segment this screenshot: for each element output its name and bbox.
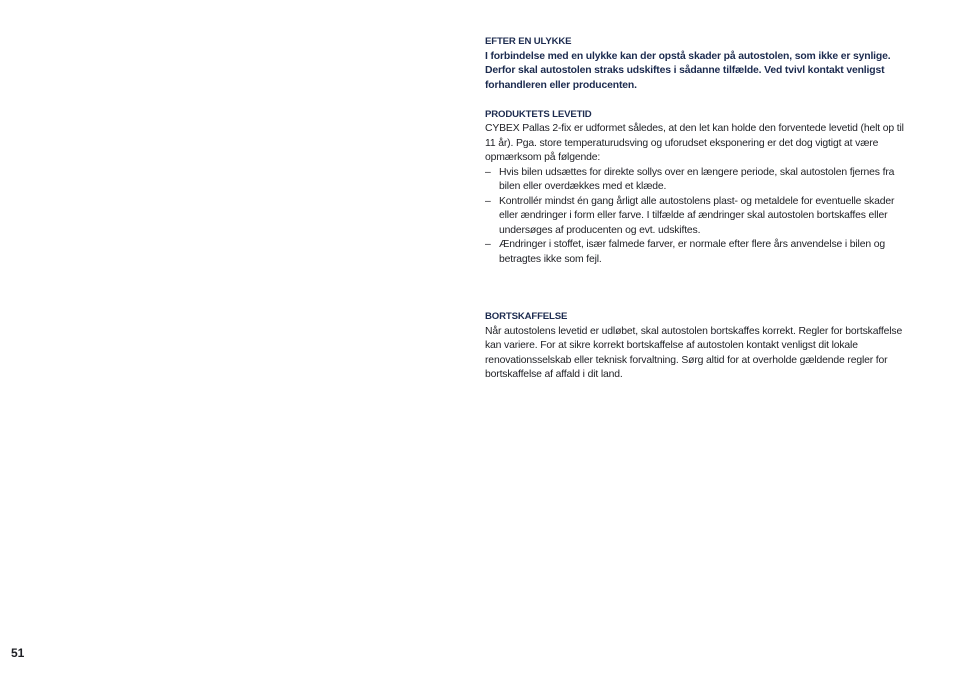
section-text: I forbindelse med en ulykke kan der opstå skader på autostolen, som ikke er synlige. Derfor skal autostolen straks udskiftes i sådanne tilfælde. Ved tvivl kontakt venligst forhandleren eller producenten.: [485, 50, 891, 91]
section-after-accident: [485, 35, 915, 93]
section-disposal: [485, 310, 915, 383]
spacer: [485, 267, 915, 310]
list-item: [485, 166, 915, 195]
dash-bullet: –: [485, 239, 491, 250]
list-item-text: Kontrollér mindst én gang årligt alle autostolens plast- og metaldele for eventuelle skader eller ændringer i form eller farve. I tilfælde af ændringer skal autostolen bortskaffes eller undersøges af producenten og evt. udskiftes.: [499, 195, 895, 236]
section-text: Når autostolens levetid er udløbet, skal autostolen bortskaffes korrekt. Regler for bortskaffelse kan variere. For at sikre korrekt bortskaffelse af autostolen kontakt venligst dit lokale renovationsselskab eller teknisk forvaltning. Sørg altid for at overholde gældende regler for bortskaffelse af affald i dit land.: [485, 325, 903, 380]
list-item: [485, 195, 915, 239]
section-heading: EFTER EN ULYKKE: [485, 36, 572, 47]
section-text: CYBEX Pallas 2-fix er udformet således, at den let kan holde den forventede levetid (helt op til 11 år). Pga. store temperaturudsving og uforudset eksponering er det dog vigtigt at være opmærksom på følgende:: [485, 123, 904, 163]
spacer: [485, 93, 915, 108]
list-item: [485, 238, 915, 267]
list-item-text: Hvis bilen udsættes for direkte sollys over en længere periode, skal autostolen fjernes fra bilen eller overdækkes med et klæde.: [499, 166, 895, 192]
dash-bullet: –: [485, 195, 491, 207]
section-heading: BORTSKAFFELSE: [485, 311, 568, 322]
list-item-text: Ændringer i stoffet, især falmede farver, er normale efter flere års anvendelse i bilen og betragtes ikke som fejl.: [499, 239, 885, 265]
page-content: [485, 35, 915, 383]
dash-bullet: –: [485, 166, 491, 178]
section-heading: PRODUKTETS LEVETID: [485, 108, 592, 120]
page-number: 51: [11, 646, 25, 660]
section-product-lifetime: [485, 108, 915, 268]
bullet-list: [485, 166, 915, 268]
